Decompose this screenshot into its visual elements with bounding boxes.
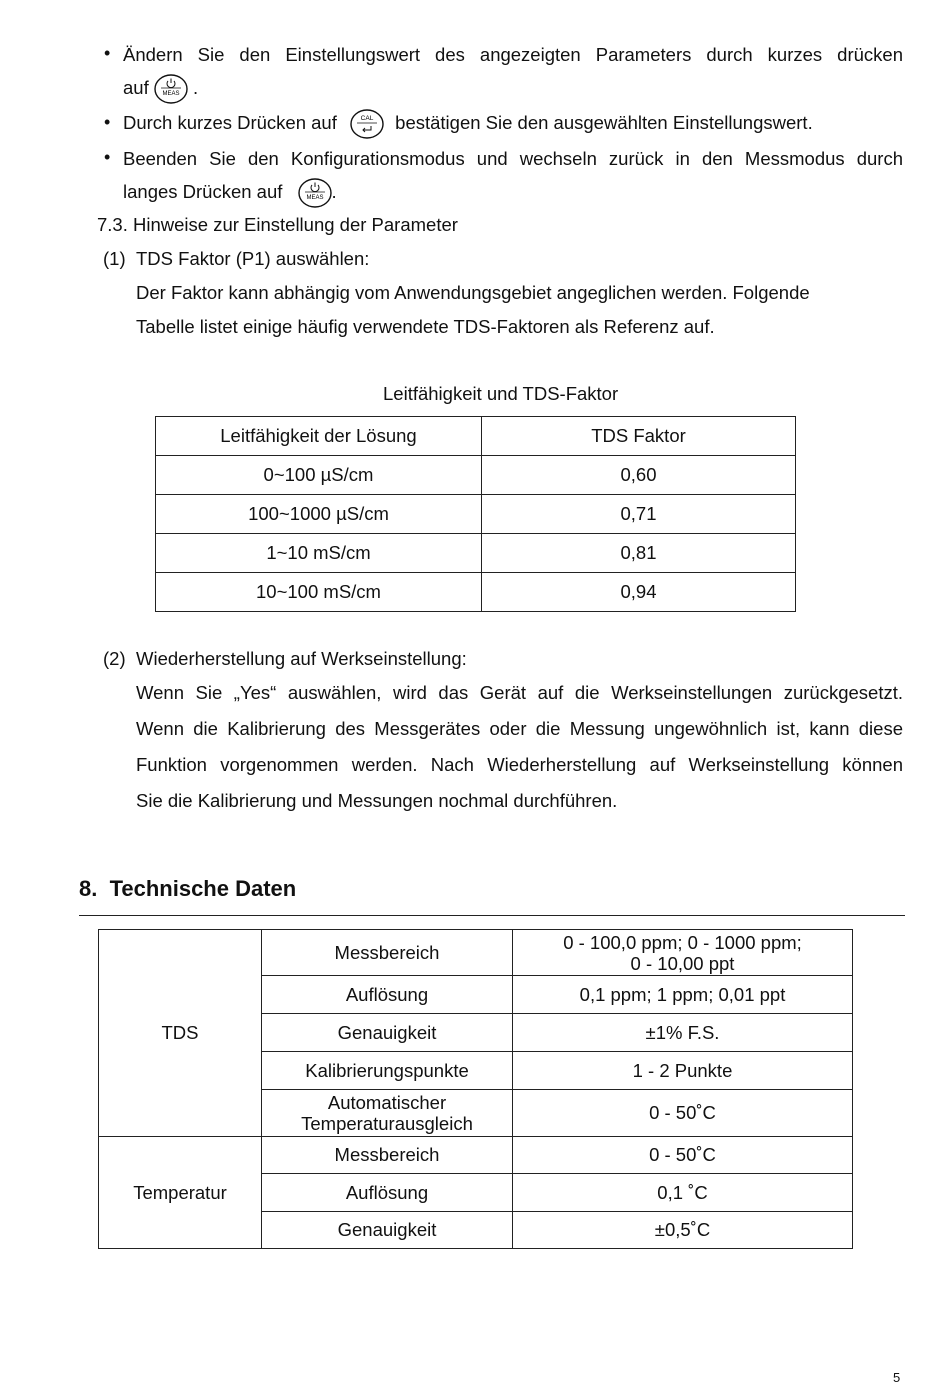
svg-text:CAL: CAL <box>360 115 374 123</box>
param-line: Automatischer <box>327 1092 447 1113</box>
page-number: 5 <box>893 1370 901 1385</box>
item-2-line-1: Wenn Sie „Yes“ auswählen, wird das Gerät auf die Werkseinstellungen zurückgesetzt. <box>136 682 903 703</box>
table-row <box>156 573 796 612</box>
table-cell: 0~100 µS/cm <box>156 456 482 495</box>
table-cell: 1~10 mS/cm <box>156 534 482 573</box>
table-row <box>156 456 796 495</box>
param-cell: Auflösung <box>262 976 513 1014</box>
item-1-text-line-1: Der Faktor kann abhängig vom Anwendungsgebiet angeglichen werden. Folgende <box>136 282 810 303</box>
item-2-line-4: Sie die Kalibrierung und Messungen nochmal durchführen. <box>136 790 618 811</box>
item-2-line-3: Funktion vorgenommen werden. Nach Wiederherstellung auf Werkseinstellung können <box>136 754 903 775</box>
bullet-dot: • <box>104 147 111 167</box>
param-cell: Messbereich <box>262 930 513 976</box>
bullet-3-prefix: langes Drücken auf <box>123 181 283 202</box>
bullet-dot: • <box>104 43 111 63</box>
svg-text:MEAS: MEAS <box>162 91 180 98</box>
bullet-dot: • <box>104 112 111 132</box>
bullet-2-prefix: Durch kurzes Drücken auf <box>123 112 337 133</box>
table-row <box>99 930 853 976</box>
item-2-line-2: Wenn die Kalibrierung des Messgerätes oder die Messung ungewöhnlich ist, kann diese <box>136 718 903 739</box>
table-row <box>99 1137 853 1174</box>
bullet-1-line-1: Ändern Sie den Einstellungswert des angezeigten Parameters durch kurzes drücken <box>123 44 903 65</box>
bullet-1-line-2 <box>123 72 198 104</box>
bullet-2 <box>123 106 813 140</box>
table-caption: Leitfähigkeit und TDS-Faktor <box>383 383 619 404</box>
meas-power-button-icon <box>154 74 188 104</box>
tds-factor-table <box>155 416 796 612</box>
group-label-temperatur: Temperatur <box>99 1137 262 1249</box>
value-cell: 0 - 50˚C <box>513 1137 853 1174</box>
meas-power-button-icon <box>298 178 332 208</box>
table-header-row <box>156 417 796 456</box>
item-1-number: (1) <box>103 248 126 269</box>
svg-text:MEAS: MEAS <box>306 195 324 202</box>
bullet-2-suffix: bestätigen Sie den ausgewählten Einstellungswert. <box>395 112 813 133</box>
bullet-3-suffix: . <box>331 181 337 202</box>
value-line: 0 - 100,0 ppm; 0 - 1000 ppm; <box>563 931 802 953</box>
bullet-3-line-1: Beenden Sie den Konfigurationsmodus und wechseln zurück in den Messmodus durch <box>123 148 903 169</box>
header-cell: Leitfähigkeit der Lösung <box>156 417 482 456</box>
table-cell: 0,81 <box>482 534 796 573</box>
header-cell: TDS Faktor <box>482 417 796 456</box>
value-cell: ±0,5˚C <box>513 1212 853 1249</box>
value-cell: 1 - 2 Punkte <box>513 1052 853 1090</box>
item-2-number: (2) <box>103 648 126 669</box>
item-1-text-line-2: Tabelle listet einige häufig verwendete TDS-Faktoren als Referenz auf. <box>136 316 715 337</box>
bullet-1-suffix: . <box>193 77 199 98</box>
item-1-title: TDS Faktor (P1) auswählen: <box>136 248 370 269</box>
table-cell: 10~100 mS/cm <box>156 573 482 612</box>
table-row <box>156 495 796 534</box>
param-cell: Kalibrierungspunkte <box>262 1052 513 1090</box>
section-7-3-heading: 7.3. Hinweise zur Einstellung der Parameter <box>97 214 458 235</box>
param-cell <box>262 1090 513 1137</box>
heading-rule <box>79 915 905 916</box>
param-cell: Auflösung <box>262 1174 513 1212</box>
value-cell: 0 - 50˚C <box>513 1090 853 1137</box>
group-label-tds: TDS <box>99 930 262 1137</box>
table-row <box>156 534 796 573</box>
table-cell: 0,71 <box>482 495 796 534</box>
param-cell: Genauigkeit <box>262 1014 513 1052</box>
item-2-title: Wiederherstellung auf Werkseinstellung: <box>136 648 467 669</box>
section-8-heading: 8. Technische Daten <box>79 876 297 901</box>
param-cell: Messbereich <box>262 1137 513 1174</box>
value-cell <box>513 930 853 976</box>
cal-enter-button-icon <box>350 109 384 139</box>
table-cell: 0,60 <box>482 456 796 495</box>
param-cell: Genauigkeit <box>262 1212 513 1249</box>
bullet-1-prefix: auf <box>123 77 149 98</box>
technical-data-table <box>98 929 853 1249</box>
bullet-3-line-2 <box>123 175 337 209</box>
value-cell: ±1% F.S. <box>513 1014 853 1052</box>
value-cell: 0,1 ˚C <box>513 1174 853 1212</box>
value-cell: 0,1 ppm; 1 ppm; 0,01 ppt <box>513 976 853 1014</box>
param-line: Temperaturausgleich <box>301 1113 473 1134</box>
value-line: 0 - 10,00 ppt <box>630 952 735 974</box>
table-cell: 100~1000 µS/cm <box>156 495 482 534</box>
table-cell: 0,94 <box>482 573 796 612</box>
